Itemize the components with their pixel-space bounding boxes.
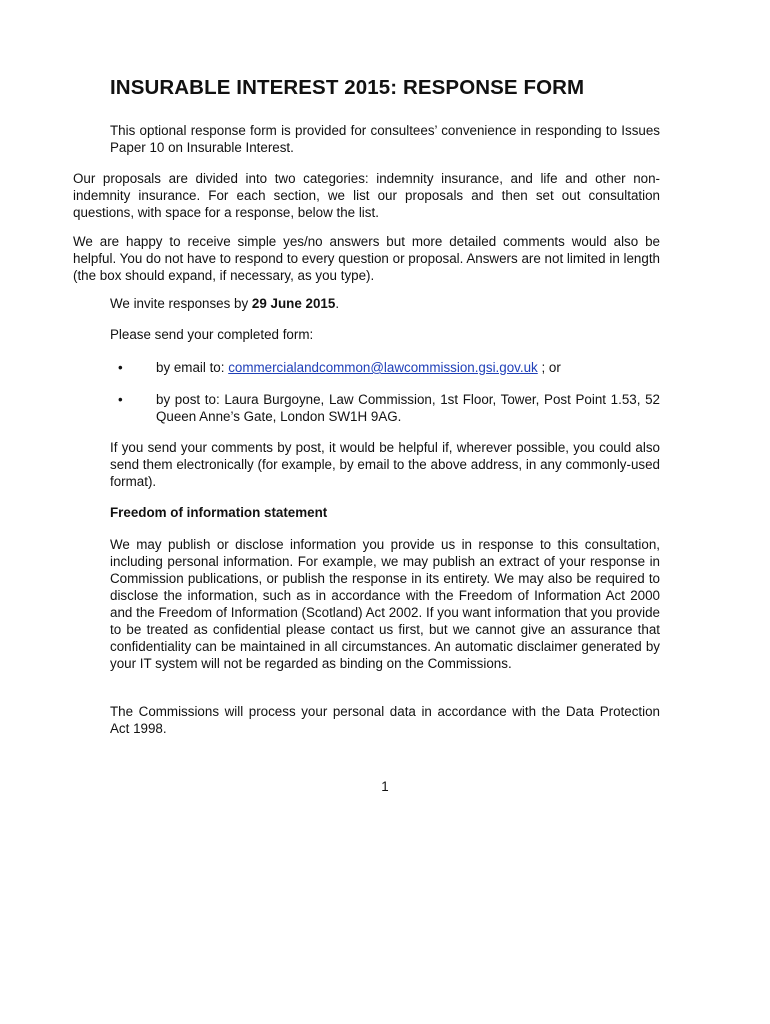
- answers-paragraph: We are happy to receive simple yes/no answers but more detailed comments would also be helpful. You do not have to respond to every question or proposal. Answers are not limited in length (the box should expand, if necessary, as you type).: [73, 234, 660, 283]
- post-address: by post to: Laura Burgoyne, Law Commission, 1st Floor, Tower, Post Point 1.53, 52 Queen Anne’s Gate, London SW1H 9AG.: [156, 392, 660, 424]
- page-title: INSURABLE INTEREST 2015: RESPONSE FORM: [110, 76, 585, 99]
- data-protection-paragraph: The Commissions will process your personal data in accordance with the Data Protection Act 1998.: [110, 704, 660, 736]
- bullet-email: •: [118, 360, 123, 375]
- send-intro: Please send your completed form:: [110, 327, 314, 342]
- email-prefix: by email to:: [156, 360, 229, 375]
- intro-paragraph: This optional response form is provided for consultees’ convenience in responding to Issues Paper 10 on Insurable Interest.: [110, 123, 660, 155]
- page-number: 1: [381, 779, 389, 794]
- post-note-paragraph: If you send your comments by post, it would be helpful if, wherever possible, you could also send them electronically (for example, by email to the above address, in any commonly-used format).: [110, 440, 660, 489]
- proposals-paragraph: Our proposals are divided into two categories: indemnity insurance, and life and other non-indemnity insurance. For each section, we list our proposals and then set out consultation questions, with space for a response, below the list.: [73, 171, 660, 220]
- bullet-post: •: [118, 392, 123, 407]
- invite-paragraph: [110, 295, 660, 312]
- invite-date: 29 June 2015: [251, 296, 336, 311]
- email-line: [156, 359, 660, 376]
- foi-paragraph: We may publish or disclose information you provide us in response to this consultation, including personal information. For example, we may publish an extract of your response in Commission publications, or publish the response in its entirety. We may also be required to disclose the information, such as in accordance with the Freedom of Information Act 2000 and the Freedom of Information (Scotland) Act 2002. If you want information that you provide to be treated as confidential please contact us first, but we cannot give an assurance that confidentiality can be maintained in all circumstances. An automatic disclaimer generated by your IT system will not be regarded as binding on the Commissions.: [110, 537, 660, 671]
- invite-prefix: We invite responses by: [110, 296, 252, 311]
- email-link[interactable]: commercialandcommon@lawcommission.gsi.gov.uk: [228, 360, 538, 375]
- foi-heading: Freedom of information statement: [110, 505, 328, 520]
- email-suffix: ; or: [537, 360, 561, 375]
- invite-suffix: .: [335, 296, 340, 311]
